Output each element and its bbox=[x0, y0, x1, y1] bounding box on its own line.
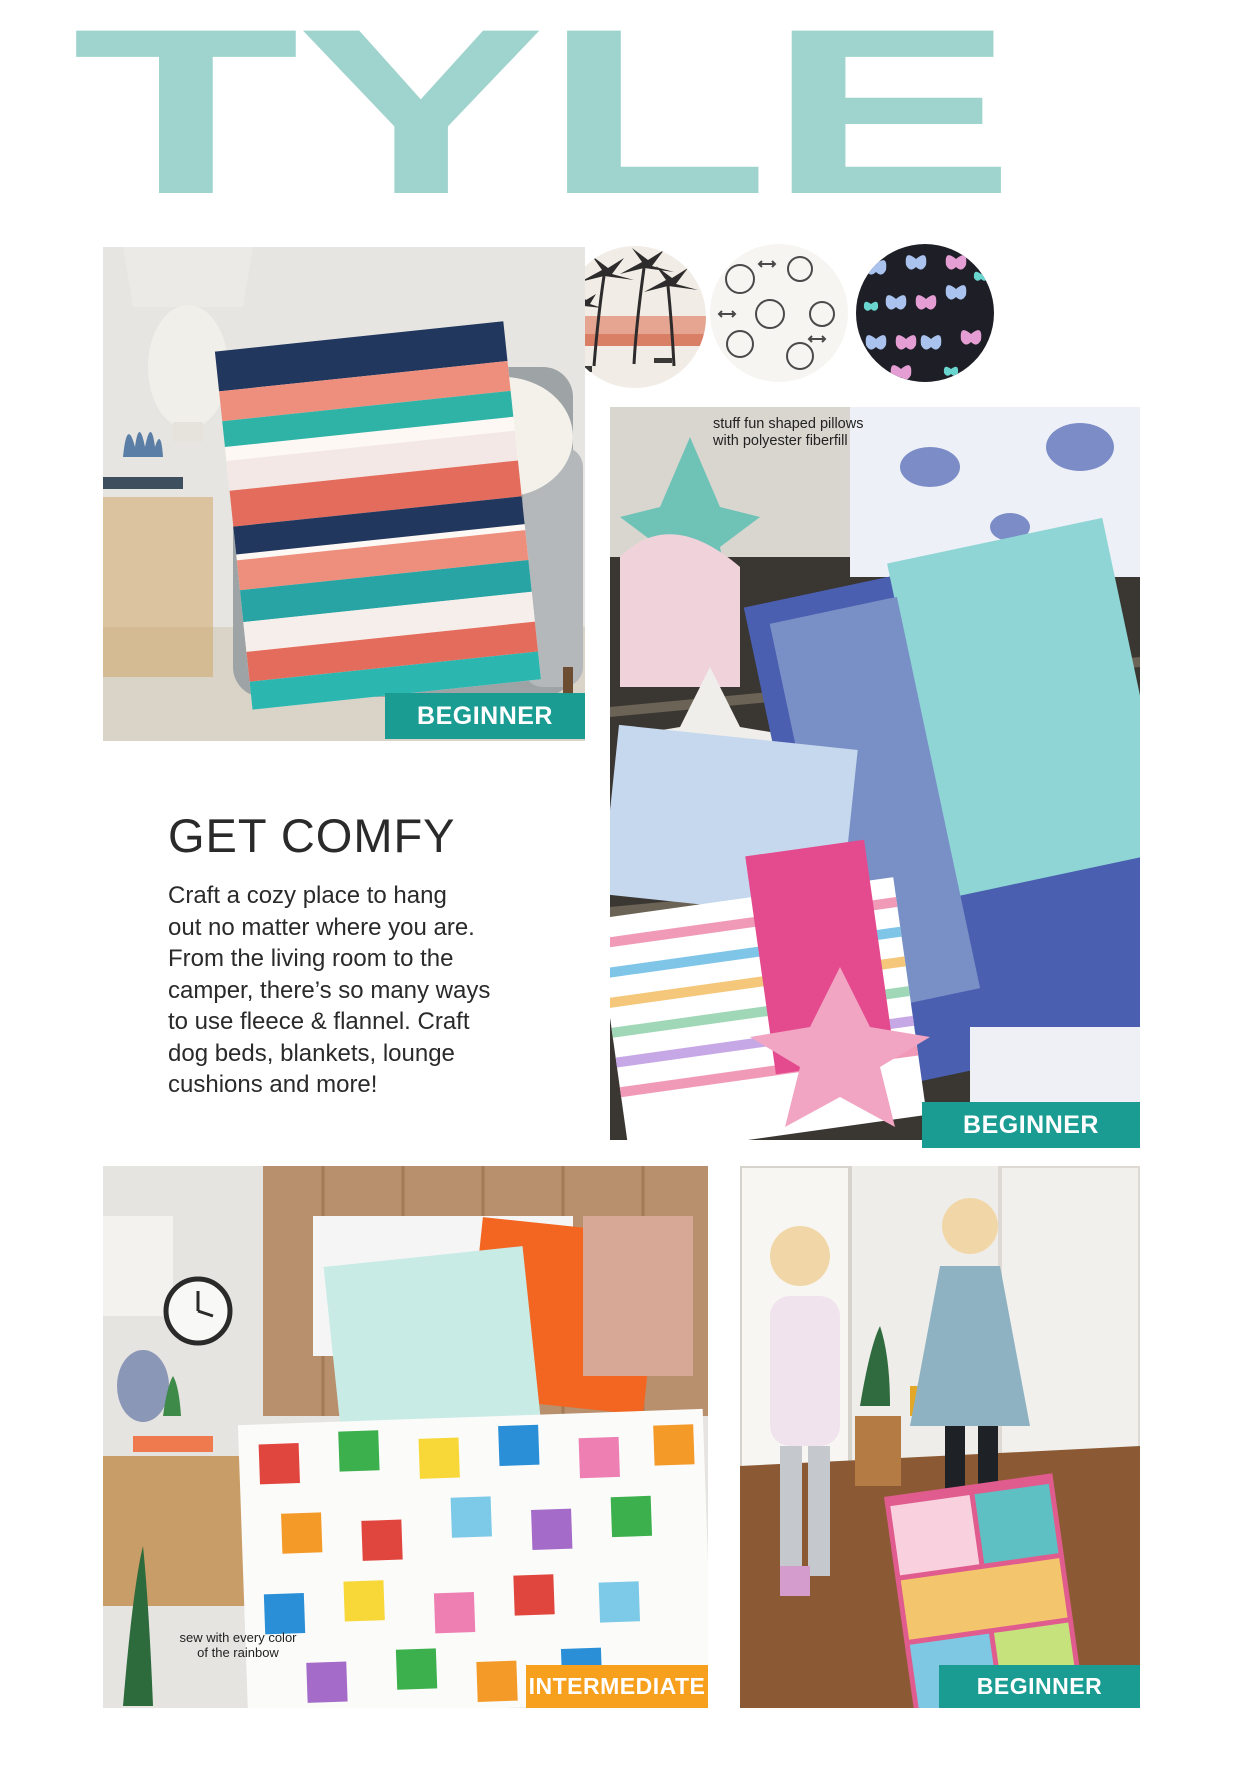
caption-pillows-line2: with polyester fiberfill bbox=[713, 433, 848, 449]
bed-scene bbox=[103, 1166, 708, 1708]
feature-body-line: dog beds, blankets, lounge bbox=[168, 1039, 455, 1067]
badge-chair-difficulty: BEGINNER bbox=[385, 693, 585, 739]
feature-body-line: Craft a cozy place to hang bbox=[168, 882, 447, 909]
feature-body-line: From the living room to the bbox=[168, 945, 454, 972]
badge-hopscotch-difficulty: BEGINNER bbox=[939, 1665, 1140, 1708]
badge-pillows-difficulty: BEGINNER bbox=[922, 1102, 1140, 1148]
badge-bed-difficulty: INTERMEDIATE bbox=[526, 1665, 708, 1708]
feature-body-line: camper, there’s so many ways bbox=[168, 976, 491, 1004]
caption-bed-line1: sew with every color bbox=[179, 1630, 297, 1645]
hopscotch-scene bbox=[740, 1166, 1140, 1708]
feature-body-line: out no matter where you are. bbox=[168, 913, 475, 941]
swatch-butterflies bbox=[856, 244, 994, 382]
dog-face-pattern bbox=[710, 244, 848, 382]
feature-headline: GET COMFY bbox=[168, 809, 456, 862]
palm-tree-pattern bbox=[564, 246, 706, 388]
photo-quilted-throw-on-chair bbox=[103, 247, 585, 741]
photo-kids-hopscotch-mat bbox=[740, 1166, 1140, 1708]
pillows-scene bbox=[610, 407, 1140, 1140]
chair-scene bbox=[103, 247, 585, 741]
butterfly-pattern bbox=[856, 244, 994, 382]
swatch-dogs bbox=[710, 244, 848, 382]
photo-shaped-pillows bbox=[610, 407, 1140, 1140]
feature-body-line: to use fleece & flannel. Craft bbox=[168, 1008, 470, 1035]
feature-body-line: cushions and more! bbox=[168, 1071, 378, 1098]
photo-rainbow-quilt-bed bbox=[103, 1166, 708, 1708]
feature-body bbox=[168, 880, 548, 1101]
caption-pillows-line1: stuff fun shaped pillows bbox=[713, 416, 864, 432]
caption-bed-line2: of the rainbow bbox=[197, 1645, 279, 1660]
caption-bed bbox=[163, 1630, 313, 1660]
caption-pillows bbox=[713, 416, 933, 450]
masthead-title: TYLE bbox=[72, 0, 1013, 244]
swatch-palm-trees bbox=[564, 246, 706, 388]
